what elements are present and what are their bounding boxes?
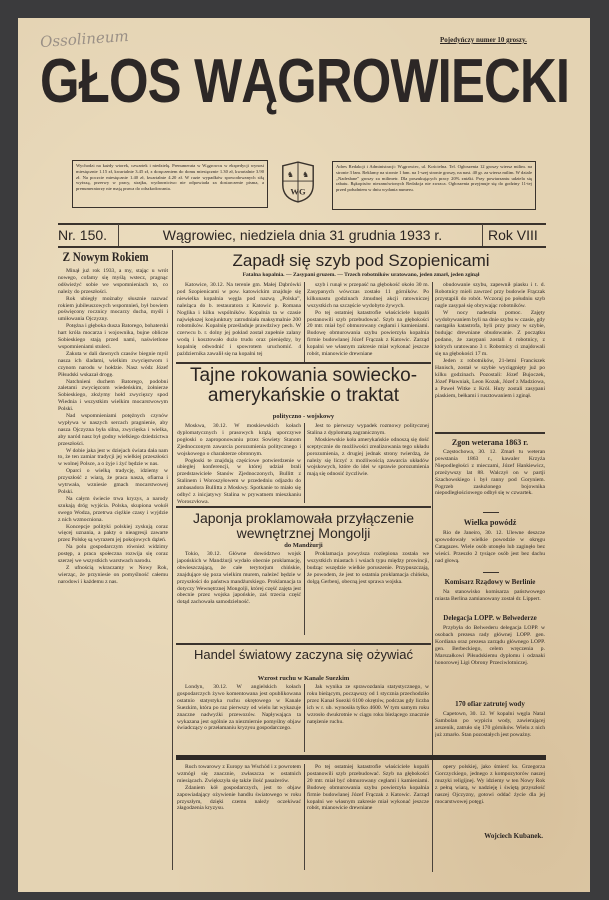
masthead: GŁOS WĄGROWIECKI: [40, 47, 570, 116]
emblem-letters: WG: [290, 186, 306, 197]
subscription-box: Wychodzi na każdy wtorek, czwartek i niedzielę. Prenumerata w Wągrowcu w ekspedycji wynosi miesięcznie 1.15 zł, kwartalnie 3.45 zł, z doręczeniem do domu miesięcznie 1.30 zł, kwartalnie 3.90 zł. Na poczcie miesięcznie 1.40 zł, kwartalnie 4.20 zł. W razie wypadków spowodowanych siłą wyższą, przerwy w pracy, strajku, wydawnictwo nie odpowiada za dostarczenie pisma, a prenumeratorzy nie mają prawa do odszkodowania.: [72, 160, 268, 208]
thick-divider: [176, 755, 546, 760]
town-emblem-icon: [279, 160, 317, 204]
article-title-commissioner: Komisarz Rządowy w Berlinie: [444, 578, 536, 586]
issue-number: Nr. 150.: [58, 227, 108, 243]
article-title-trade: Handel światowy zaczyna się ożywiać: [194, 647, 413, 662]
address-box: Adres Redakcji i Administracji: Wągrowiec, ul. Kościelna. Tel. Ogłoszenia 12 groszy wiersz milim. na stronie 3 łam. Reklamy na stronie 1 łam. na 1-szej stronie groszy, na nast. 40 gr. za wiersz milim. W dziale „Nadesłane” groszy za milimetr. Dla poszukujących pracy 20% zniżki. Przy powtarzaniu udziela się rabatu. Rękopisów niezamówionych Redakcja nie zwraca. Ogłoszenia przyjmuje się do godziny 11-tej przed południem w dniu wydania numeru.: [332, 161, 536, 210]
article-body-veteran: Częstochowa, 30. 12. Zmarł tu weteran powstania 1863 r., kawaler Krzyża Niepodległości z mieczami, Józef Hankiewicz, przeżywszy lat 88. Walczył on w partji Szachowskiego i był ranny pod Goryniem. Pogrzeb zasłużonego bojownika niepodległościowego odbył się w czwartek.: [435, 449, 545, 497]
svg-text:♞: ♞: [302, 170, 310, 180]
article-closing-new-year: opery polskiej, jako śmierć ks. Grzegorza Gorczyckiego, jednego z kompozytorów naszej muzyki religijnej. Wy idziemy w ten Nowy Rok z pełną wiarą, w nadzieję i świętą przyszłość naszej Ojczyzny, gotowi oddać życie dla jej mocarstwowej potęgi.: [435, 764, 545, 805]
article-title-veteran: Zgon weterana 1863 r.: [451, 438, 529, 447]
article-title-mine: Zapadł się szyb pod Szopienicami: [232, 251, 490, 270]
article-title-japan: Japonja proklamowała przyłączenie wewnętrznej Mongolji: [192, 510, 414, 541]
article-body-soviet: Moskwa, 30.12. W moskiewskich kołach dyplomatycznych i prasowych krążą uporczywe pogłoski o zaproponowaniu przez Sowiety Stanom Zjednoczonym zawarcia porozumienia politycznego i wojskowego o charakterze obronnym. Pogłoski te znajdują częściowe potwierdzenie w ubiegłej konferencji, w której udział brali przedstawiciele Stanów Zjednoczonych, Bullitt z Stalinem i Woroszyłowem w przededniu odjazdu do ambasadora Bullitta z Moskwy. Spotkanie to miało się odbyć z inicjatywy Stalina w prywatnem mieszkaniu Woroszyłowa.: [177, 423, 301, 503]
article-body-commissioner: Na stanowisko komisarza państwowego miasta Berlina zamianowany został dr. Lippert.: [435, 589, 545, 602]
article-body-flood: Rio de Janeiro, 30. 12. Ulewne deszcze spowodowały wielkie powodzie w okręgu Catagazes. Wiele osób utonęło lub zaginęło bez wieści. Przeszło 2 tysiące osób jest bez dachu nad głową.: [435, 530, 545, 564]
handwritten-note: Ossolineum: [39, 26, 130, 52]
article-title-soviet: Tajne rokowania sowiecko-amerykańskie o traktat: [189, 365, 418, 406]
article-title-new-year: Z Nowym Rokiem: [62, 249, 149, 264]
article-subtitle-mine: Fatalna kopalnia. — Zasypani gruzem. — Trzech robotników uratowano, jeden zmarł, jeden zginął: [242, 272, 480, 278]
article-subtitle-japan: do Mandżurji: [284, 542, 323, 549]
article-title-victims: 170 ofiar zatrutej wody: [455, 700, 525, 708]
article-title-flood: Wielka powódź: [463, 518, 517, 527]
article-title-lopp: Delegacja LOPP. w Belwederze: [443, 614, 537, 622]
article-subtitle-trade: Wzrost ruchu w Kanale Suezkim: [257, 675, 350, 682]
article-body-victims: Capetown, 30. 12. W kopalni węgla Natal Sambolan po wypiciu wody, zawierającej arszenik, zatruło się 170 górników. Wielu z nich już zmarło. Stan pozostałych jest poważny.: [435, 711, 545, 738]
signature: Wojciech Kubanek.: [484, 832, 543, 840]
volume-year: Rok VIII: [488, 227, 538, 243]
divider: [58, 246, 546, 248]
article-body-lopp: Przybyła do Belwederu delegacja LOPP. w osobach prezesa rady głównej LOPP. gen. Kordiana oraz prezesa zarządu głównego LOPP. gen. Berbeckiego, celem wręczenia p. Marszałkowi Piłsudskiemu dyplomu i odznaki honorowej Ligi Obrony Przeciwlotniczej.: [435, 625, 545, 666]
article-body-mine: Katowice, 30.12. Na terenie gm. Małej Dąbrówki pod Szopienicami w pow. katowickim znajduje się niewielka kopalnia węgla pod nazwą „Polska”, należąca do b. restauratora z Katowic p. Romana Noglika i kilku wspólników. Kopalnia ta w czasie największej konjunktury zatrudniała maksymalnie 200 robotników. Kopalnię prześladuje prawdziwy pech. W czerwcu b. r. dolny jej pokład został zupełnie zalany wodą i kosztowało dużo trudu oraz pieniędzy, by kopalnię odwodnić i spowrotem uruchomić. 4 października zawalił się na kopalni tej: [177, 282, 301, 358]
article-body-trade: Londyn, 30.12. W angielskich kołach gospodarczych żywo komentowana jest opublikowana ostatnio statystyka ruchu okrętowego w Kanale Suezkim, która po raz pierwszy od wielu lat wykazuje znaczne nadwyżki przewozów. Napływająca ta wykazana jest ogólnie za niezmiernie pomyślny objaw świadczący o przełamaniu kryzysu gospodarczego.: [177, 684, 301, 732]
svg-text:♞: ♞: [286, 170, 294, 180]
article-body-japan: Tokio, 30.12. Główne dowództwo wojsk japońskich w Mandżurji wydało obecnie proklamację, obwieszczającą, że całe terytorjum chińskie, znajdujące się poza wielkim murem, należeć będzie w przyszłości do państwa mandżurskiego. Proklamacja ta dotyczy Wewnętrznej Mongolji, której część zajęta jest obecnie przez wojska japońskie, zaś trzecia część dotąd zachowała samodzielność.: [177, 551, 301, 606]
price-note: Pojedyńczy numer 10 groszy.: [440, 36, 527, 44]
article-body-new-year: Minął już rok 1933, a my, stając u wrót nowego, cofamy się myślą wstecz, pragnąc odświeżyć sobie we wspomnieniach to, co należy do przeszłości. Rok ubiegły możnaby słusznie nazwać rokiem jubileuszowych wspomnień, był bowiem poświęcony rocznicy mocarzy ducha, myśli i umiłowania Ojczyzny. Potężna i głęboka dusza Batorego, bohaterski hart króla mocarza i wojownika, bujne oblicze Sobieskiego stają przed nami, naświetlone wspomnieniami stuleci. Zakuta w dali dawnych czasów biegnie myśl nasza ich śladami, wielkim zwycięstwom i czynom narodu w hołdzie. Nasz wódz Józef Piłsudski wskazał drogę. Natchnieni duchem Batorego, podobni zaletami zwycięzcom wiedeńskim, żołnierze Sobieskiego, złożymy hołd zwycięzcy spod Wiednia i wszystkim wielkim mocarstwowym Polski. Nad wspomnieniami potężnych czynów wypływa w naszych sercach pragnienie, aby nasza Ojczyzna była silna, zwycięska i wielka, aby naród nasz był godny wielkiego dziedzictwa przeszłości. W dobie jaka jest w dziejach świata dała nam to, że ten zamiar tradycji jej wielkiej przeszłości w wolnej Polsce, a o żyje i żyć będzie w nas. Oparci o wielką tradycję, idziemy w przyszłość z wiarą, że praca nasza, ofiarna i wytrwała, wzniesie gmach mocarstwowej Polski. Na całym świecie trwa kryzys, a narody szukają dróg wyjścia. Polska, skupiona wokół swego Wodza, przetrwa ciężkie czasy i wyjdzie z nich wzmocniona. Koncepcje polityki polskiej zyskują coraz więcej uznania, a pakty o nieagresji zawarte przez Polskę są wyrazem jej pokojowych dążeń. Na polu gospodarczym również widzimy postęp, a praca społeczna rozwija się coraz szerzej we wszystkich warstwach narodu. Z ufnością wkraczamy w Nowy Rok, wierząc, że przyniesie on pomyślność całemu narodowi i każdemu z nas.: [58, 268, 168, 585]
dateline-place-date: Wągrowiec, niedziela dnia 31 grudnia 1933 r.: [162, 227, 443, 243]
article-subtitle-soviet: polityczno - wojskowy: [272, 413, 335, 420]
